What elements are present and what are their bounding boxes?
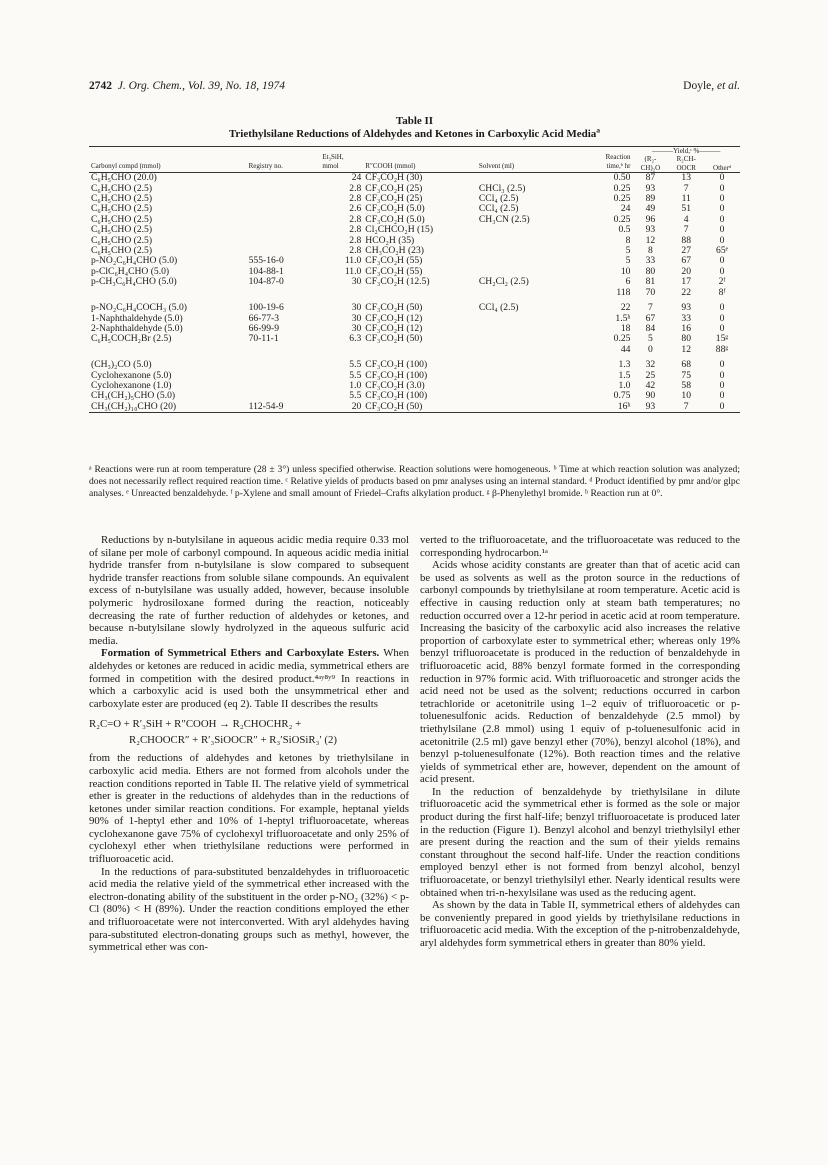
cell-other-yield: 0 xyxy=(719,390,725,402)
cell-silane: 2.8 xyxy=(349,245,362,257)
cell-carbonyl: p-NO₂C₆H₄COCH₃ (5.0) xyxy=(91,302,187,314)
cell-ether-yield: 84 xyxy=(645,322,656,334)
cell-silane xyxy=(320,288,363,298)
cell-ether-yield: 80 xyxy=(645,265,656,277)
cell-carbonyl: CH₃(CH₂)₅CHO (5.0) xyxy=(91,390,176,402)
cell-ester-yield: 7 xyxy=(683,182,689,194)
cell-registry: 66-77-3 xyxy=(248,312,279,324)
paragraph: from the reductions of aldehydes and ketones by triethylsilane in carboxylic acid media. Ethers are not formed from alcohols under the reaction conditions reported in Table II. The relative yield of symmetrical ether is greater in the reductions of aldehydes than in the reductions of ketones under similar reaction conditions. For example, heptanal yields 90% of 1-heptyl ether and 10% of 1-heptyl trifluoroacetate, whereas cyclohexanone gave 75% of cyclohexyl trifluoroacetate and only 25% of cyclohexyl ether when triethylsilane reductions were performed in trifluoroacetic acid. xyxy=(89,752,409,866)
cell-solvent xyxy=(477,314,569,324)
cell-acid xyxy=(363,345,477,355)
cell-acid: CF₃CO₂H (5.0) xyxy=(365,213,425,225)
cell-registry: 104-88-1 xyxy=(248,265,284,277)
cell-silane: 20 xyxy=(351,400,362,412)
cell-registry: 66-99-9 xyxy=(248,322,279,334)
cell-silane: 2.8 xyxy=(349,224,362,236)
table-row xyxy=(89,334,740,344)
cell-registry xyxy=(247,184,321,194)
cell-other-yield: 0 xyxy=(719,265,725,277)
cell-acid: HCO₂H (35) xyxy=(365,234,415,246)
right-column xyxy=(420,534,740,950)
cell-solvent xyxy=(477,288,569,298)
cell-time: 6 xyxy=(625,276,631,288)
cell-carbonyl: C₆H₅COCH₂Br (2.5) xyxy=(91,333,172,345)
cell-ether-yield: 12 xyxy=(645,234,656,246)
cell-solvent: CCl₄ (2.5) xyxy=(478,193,519,205)
cell-silane: 5.5 xyxy=(349,359,362,371)
cell-other-yield: 0 xyxy=(719,400,725,412)
cell-silane xyxy=(320,345,363,355)
cell-time: 10 xyxy=(620,265,631,277)
equation-line-1: R₂C=O + R′₃SiH + R″COOH → R₂CHOCHR₂ + xyxy=(89,718,302,731)
cell-silane: 30 xyxy=(351,322,362,334)
paragraph: In the reduction of benzaldehyde by triethylsilane in dilute trifluoroacetic acid the symmetrical ether is formed as the sole or major product during the first half-life; benzyl trifluoroacetate is produced later in the reduction (Figure 1). Benzyl alcohol and benzyl triethylsilyl ether are present during the reaction and the sum of their yields remains constant throughout the second half-life. Under the reaction conditions employed benzyl ether is not formed from benzyl alcohol, benzyl trifluoroacetate, or benzyl triethylsilyl ether. Nearly identical results were obtained when tri-n-hexylsilane was used as the reducing agent. xyxy=(420,785,740,899)
page-header-right xyxy=(683,80,740,92)
cell-silane: 30 xyxy=(351,302,362,314)
authors: Doyle, xyxy=(683,80,715,92)
cell-acid: CF₃CO₂H (50) xyxy=(365,302,423,314)
cell-time: 22 xyxy=(620,302,631,314)
col-ether-line2: CH)₂O xyxy=(640,163,661,172)
cell-time: 0.25 xyxy=(613,213,631,225)
cell-registry: 555-16-0 xyxy=(248,255,284,267)
cell-other-yield: 0 xyxy=(719,203,725,215)
cell-time: 18 xyxy=(620,322,631,334)
cell-carbonyl: C₆H₅CHO (2.5) xyxy=(91,193,153,205)
table-footnotes: ᵃ Reactions were run at room temperature (28 ± 3°) unless specified otherwise. Reaction solutions were homogeneous. ᵇ Time at which reaction solution was analyzed; does not necessarily reflect required reaction time. ᶜ Relative yields of products based on pmr analyses using an internal standard. ᵈ Product identified by pmr and/or glpc analyses. ᵉ Unreacted benzaldehyde. ᶠ p-Xylene and small amount of Friedel–Crafts alkylation product. ᵍ β-Phenylethyl bromide. ʰ Reaction run at 0°. xyxy=(89,464,740,500)
cell-other-yield: 0 xyxy=(719,312,725,324)
col-ether xyxy=(632,155,668,172)
cell-silane: 1.0 xyxy=(349,379,362,391)
cell-other-yield: 0 xyxy=(719,322,725,334)
cell-other-yield: 8ᶠ xyxy=(718,286,726,298)
cell-solvent xyxy=(477,345,569,355)
cell-solvent xyxy=(477,324,569,334)
cell-time: 1.3 xyxy=(618,359,631,371)
cell-solvent: CH₃CN (2.5) xyxy=(478,213,530,225)
cell-time: 16ʰ xyxy=(617,400,631,412)
cell-ester-yield: 67 xyxy=(681,255,691,267)
section-paragraph xyxy=(89,647,409,710)
cell-ester-yield: 11 xyxy=(681,193,691,205)
cell-ester-yield: 75 xyxy=(681,369,691,381)
equation-line-2: R₂CHOOCR″ + R′₃SiOOCR″ + R₃′SiOSiR₃′ (2) xyxy=(129,734,338,747)
journal-citation: J. Org. Chem., Vol. 39, No. 18, 1974 xyxy=(117,80,286,92)
cell-solvent: CHCl₃ (2.5) xyxy=(478,182,526,194)
cell-carbonyl: Cyclohexanone (1.0) xyxy=(91,379,172,391)
cell-registry xyxy=(247,173,321,184)
col-registry: Registry no. xyxy=(248,161,283,170)
cell-time: 24 xyxy=(620,203,631,215)
col-solvent: Solvent (ml) xyxy=(478,161,515,170)
cell-carbonyl: C₆H₅CHO (2.5) xyxy=(91,234,153,246)
cell-carbonyl xyxy=(89,288,247,298)
cell-registry xyxy=(247,225,321,235)
col-time-line1: Reaction xyxy=(605,153,631,162)
col-other-label: Otherᵈ xyxy=(713,163,732,172)
cell-registry: 100-19-6 xyxy=(248,302,284,314)
cell-registry: 70-11-1 xyxy=(248,333,279,345)
cell-time: 0.50 xyxy=(613,172,631,184)
cell-ester-yield: 51 xyxy=(681,203,691,215)
cell-time: 0.75 xyxy=(613,390,631,402)
cell-ether-yield: 81 xyxy=(645,276,656,288)
col-silane-line1: Et₃SiH, xyxy=(322,153,344,162)
paragraph: Acids whose acidity constants are greater than that of acetic acid can be used as solvents as well as the proton source in the reductions of carbonyl compounds by triethylsilane at room temperature. Acetic acid is effective in causing reduction only at steam bath temperatures; no reduction occurred over a 12-hr period in acetic acid at room temperature. Increasing the basicity of the carboxylic acid also increases the relative proportion of carboxylate ester to symmetrical ether; whereas only 19% benzyl trifluoroacetate is produced in the reduction of benzaldehyde in trifluoroacetic acid, 88% benzyl formate formed in the corresponding reduction in 97% formic acid. With trifluoroacetic and stronger acids the acid need not be used as the solvent; reductions occurred in carbon tetrachloride or acetonitrile using 1–2 equiv of trifluoroacetic or p-toluenesulfonic acids. Reduction of benzaldehyde (2.5 mmol) by triethylsilane (2.8 mmol) using 1 equiv of p-toluenesulfonic acid in acetonitrile (2.5 ml) gave benzyl ether (70%), benzyl alcohol (18%), and benzyl p-toluenesulfonate (12%). Both reaction times and the relative yields of symmetrical ether are, however, dependent on the amount of acid present. xyxy=(420,559,740,786)
page-number: 2742 xyxy=(89,80,112,92)
cell-acid xyxy=(363,288,477,298)
cell-solvent: CCl₄ (2.5) xyxy=(478,203,519,215)
cell-carbonyl: CH₃(CH₂)₁₀CHO (20) xyxy=(91,400,177,412)
cell-other-yield: 0 xyxy=(719,234,725,246)
cell-registry xyxy=(247,236,321,246)
cell-acid: CF₃CO₂H (100) xyxy=(365,390,428,402)
cell-registry xyxy=(247,215,321,225)
cell-other-yield: 0 xyxy=(719,379,725,391)
table-number: Table II xyxy=(395,115,434,127)
cell-solvent xyxy=(477,225,569,235)
cell-solvent xyxy=(477,371,569,381)
cell-ester-yield: 68 xyxy=(681,359,691,371)
cell-ether-yield: 96 xyxy=(645,213,656,225)
cell-acid: CF₃CO₂H (50) xyxy=(365,400,423,412)
cell-solvent xyxy=(477,256,569,266)
col-yield-group xyxy=(632,147,740,173)
cell-ether-yield: 93 xyxy=(645,400,656,412)
cell-acid: CF₃CO₂H (100) xyxy=(365,369,428,381)
cell-ether-yield: 7 xyxy=(647,302,653,314)
col-time xyxy=(569,147,632,173)
table-row xyxy=(89,288,740,298)
cell-other-yield: 88ᵍ xyxy=(715,343,729,355)
cell-time: 0.25 xyxy=(613,193,631,205)
cell-ether-yield: 0 xyxy=(647,343,653,355)
cell-acid: CF₃CO₂H (12) xyxy=(365,312,423,324)
cell-carbonyl: p-CH₃C₆H₄CHO (5.0) xyxy=(91,276,177,288)
col-ester-line2: OOCR xyxy=(676,163,696,172)
cell-ether-yield: 49 xyxy=(645,203,656,215)
cell-silane: 2.6 xyxy=(349,203,362,215)
cell-time: 1.5ʰ xyxy=(615,312,631,324)
cell-ester-yield: 93 xyxy=(681,302,691,314)
cell-carbonyl: p-NO₂C₆H₄CHO (5.0) xyxy=(91,255,178,267)
paragraph: Reductions by n-butylsilane in aqueous acidic media require 0.33 mol of silane per mole of carbonyl compound. In aqueous acidic media initial hydride transfer from n-butylsilane is slow compared to subsequent hydride transfer reactions from soluble silane compounds. An equivalent excess of n-butylsilane was usually added, however, because insoluble polymeric hydrosiloxane formed during the reaction, noticeably decreasing the rate of further reduction of aldehydes or ketones, and because n-butylsilane slowly hydrolyzed in the aqueous sulfuric acid media. xyxy=(89,534,409,647)
cell-registry xyxy=(247,345,321,355)
cell-silane: 2.8 xyxy=(349,234,362,246)
cell-carbonyl: C₆H₅CHO (20.0) xyxy=(91,172,157,184)
cell-registry xyxy=(247,355,321,370)
cell-ester-yield: 4 xyxy=(683,213,689,225)
cell-ether-yield: 87 xyxy=(645,172,656,184)
cell-acid: CF₃CO₂H (12) xyxy=(365,322,423,334)
cell-solvent xyxy=(477,236,569,246)
table-row xyxy=(89,277,740,287)
cell-ether-yield: 93 xyxy=(645,182,656,194)
cell-ester-yield: 88 xyxy=(681,234,691,246)
cell-carbonyl: C₆H₅CHO (2.5) xyxy=(91,203,153,215)
cell-carbonyl: p-ClC₆H₄CHO (5.0) xyxy=(91,265,170,277)
cell-time: 0.5 xyxy=(618,224,631,236)
cell-acid: CF₃CO₂H (5.0) xyxy=(365,203,425,215)
cell-ester-yield: 16 xyxy=(681,322,691,334)
cell-silane: 5.5 xyxy=(349,369,362,381)
cell-acid: CF₃CO₂H (25) xyxy=(365,193,423,205)
cell-time: 1.5 xyxy=(618,369,631,381)
col-ester-line1: R₂CH- xyxy=(676,155,696,164)
cell-silane: 6.3 xyxy=(349,333,362,345)
cell-time: 1.0 xyxy=(618,379,631,391)
cell-carbonyl: Cyclohexanone (5.0) xyxy=(91,369,172,381)
cell-ester-yield: 22 xyxy=(681,286,691,298)
col-ether-line1: (R₂- xyxy=(644,155,657,164)
cell-other-yield: 0 xyxy=(719,302,725,314)
cell-ester-yield: 33 xyxy=(681,312,691,324)
cell-ether-yield: 33 xyxy=(645,255,656,267)
cell-time: 118 xyxy=(616,286,631,298)
cell-time: 0.25 xyxy=(613,333,631,345)
cell-registry xyxy=(247,371,321,381)
cell-solvent xyxy=(477,173,569,184)
table-row xyxy=(89,355,740,370)
table-subtitle: Triethylsilane Reductions of Aldehydes and Ketones in Carboxylic Acid Media xyxy=(228,128,597,140)
cell-silane: 11.0 xyxy=(344,265,362,277)
yield-group-label: ———Yield,ᶜ %——— xyxy=(652,147,721,155)
cell-ether-yield: 5 xyxy=(647,333,653,345)
cell-ester-yield: 13 xyxy=(681,172,691,184)
cell-solvent xyxy=(477,402,569,413)
cell-other-yield: 2ᶠ xyxy=(718,276,726,288)
cell-other-yield: 0 xyxy=(719,182,725,194)
authors-suffix: et al. xyxy=(717,80,740,92)
cell-ester-yield: 58 xyxy=(681,379,691,391)
cell-ester-yield: 10 xyxy=(681,390,691,402)
cell-silane: 11.0 xyxy=(344,255,362,267)
equation-2 xyxy=(89,716,409,748)
cell-registry xyxy=(247,194,321,204)
cell-acid: CF₃CO₂H (100) xyxy=(365,359,428,371)
cell-acid: CF₃CO₂H (3.0) xyxy=(365,379,425,391)
col-ester xyxy=(668,155,704,172)
cell-acid: CF₃CO₂H (30) xyxy=(365,172,423,184)
cell-carbonyl: C₆H₅CHO (2.5) xyxy=(91,224,153,236)
cell-registry xyxy=(247,381,321,391)
col-carbonyl: Carbonyl compd (mmol) xyxy=(91,161,161,170)
table-row xyxy=(89,298,740,313)
cell-ester-yield: 17 xyxy=(681,276,691,288)
cell-silane: 30 xyxy=(351,312,362,324)
cell-silane: 2.8 xyxy=(349,213,362,225)
cell-time: 44 xyxy=(620,343,631,355)
section-text: When aldehydes or ketones are reduced in acidic media, symmetrical ethers are formed in competition with the desired product.⁴ᵃʸ⁸ʸ⁹ In reactions in which a carboxylic acid is used both the unsymmetrical ether and carboxylate ester are produced (eq 2). Table II describes the results xyxy=(89,647,409,710)
paragraph: In the reductions of para-substituted benzaldehydes in trifluoroacetic acid media the relative yield of the symmetrical ether increased with the electron-donating ability of the substituent in the order p-NO₂ (32%) < p-Cl (80%) < H (89%). Under the reaction conditions employed the ether and trifluoroacetate were not interconverted. With aryl aldehydes having para-substituted electron-donating groups such as methyl, however, the symmetrical ether was con- xyxy=(89,865,409,954)
cell-ether-yield: 70 xyxy=(645,286,656,298)
table-row xyxy=(89,225,740,235)
table-caption xyxy=(89,115,740,141)
cell-acid: CF₃CO₂H (55) xyxy=(365,255,423,267)
col-acid: R″COOH (mmol) xyxy=(365,161,416,170)
table-subtitle-line xyxy=(89,125,740,141)
cell-silane: 2.8 xyxy=(349,182,362,194)
paragraph: verted to the trifluoroacetate, and the trifluoroacetate was reduced to the corresponding hydrocarbon.¹ᵃ xyxy=(420,534,740,559)
results-table xyxy=(89,146,740,413)
cell-ester-yield: 7 xyxy=(683,224,689,236)
table-row xyxy=(89,345,740,355)
cell-silane: 24 xyxy=(351,172,362,184)
cell-registry: 104-87-0 xyxy=(248,276,284,288)
cell-ester-yield: 80 xyxy=(681,333,691,345)
cell-time: 5 xyxy=(625,255,631,267)
cell-silane: 2.8 xyxy=(349,193,362,205)
cell-solvent: CH₂Cl₂ (2.5) xyxy=(478,276,529,288)
cell-acid: CF₃CO₂H (50) xyxy=(365,333,423,345)
table-header-row xyxy=(89,147,740,173)
cell-registry xyxy=(247,288,321,298)
paragraph: As shown by the data in Table II, symmetrical ethers of aldehydes can be conveniently prepared in good yields by triethylsilane reductions in trifluoroacetic acid media. With the exception of the p-nitrobenzaldehyde, aryl aldehydes form symmetrical ethers in greater than 80% yield. xyxy=(420,899,740,949)
cell-ether-yield: 90 xyxy=(645,390,656,402)
cell-other-yield: 0 xyxy=(719,369,725,381)
cell-acid: CH₃CO₂H (23) xyxy=(365,245,424,257)
cell-carbonyl xyxy=(89,345,247,355)
table-body xyxy=(89,173,740,413)
cell-registry: 112-54-9 xyxy=(248,400,284,412)
cell-ester-yield: 7 xyxy=(683,400,689,412)
cell-other-yield: 0 xyxy=(719,193,725,205)
cell-ether-yield: 42 xyxy=(645,379,656,391)
cell-carbonyl: C₆H₅CHO (2.5) xyxy=(91,245,153,257)
section-heading: Formation of Symmetrical Ethers and Carboxylate Esters. xyxy=(101,647,380,660)
cell-other-yield: 0 xyxy=(719,224,725,236)
cell-other-yield: 0 xyxy=(719,359,725,371)
cell-carbonyl: 2-Naphthaldehyde (5.0) xyxy=(91,322,183,334)
cell-solvent xyxy=(477,355,569,370)
cell-ether-yield: 67 xyxy=(645,312,656,324)
col-silane-line2: mmol xyxy=(322,161,339,170)
cell-solvent xyxy=(477,334,569,344)
cell-time: 0.25 xyxy=(613,182,631,194)
cell-silane: 30 xyxy=(351,276,362,288)
cell-carbonyl: (CH₃)₂CO (5.0) xyxy=(91,359,152,371)
cell-time: 8 xyxy=(625,234,631,246)
page-header-left xyxy=(89,80,285,92)
table-row xyxy=(89,402,740,413)
cell-acid: Cl₂CHCO₂H (15) xyxy=(365,224,434,236)
cell-solvent: CCl₄ (2.5) xyxy=(478,302,519,314)
cell-carbonyl: C₆H₅CHO (2.5) xyxy=(91,213,153,225)
cell-ether-yield: 93 xyxy=(645,224,656,236)
table-row xyxy=(89,173,740,184)
table-subtitle-note: a xyxy=(596,125,601,135)
cell-ester-yield: 12 xyxy=(681,343,691,355)
cell-other-yield: 15ᵍ xyxy=(715,333,729,345)
cell-silane: 5.5 xyxy=(349,390,362,402)
cell-carbonyl: 1-Naphthaldehyde (5.0) xyxy=(91,312,183,324)
cell-acid: CF₃CO₂H (12.5) xyxy=(365,276,430,288)
cell-other-yield: 0 xyxy=(719,213,725,225)
cell-solvent xyxy=(477,246,569,256)
col-silane xyxy=(320,147,363,173)
cell-solvent xyxy=(477,381,569,391)
cell-acid: CF₃CO₂H (25) xyxy=(365,182,423,194)
cell-ether-yield: 25 xyxy=(645,369,656,381)
cell-other-yield: 0 xyxy=(719,255,725,267)
cell-other-yield: 65ᵉ xyxy=(716,245,729,257)
cell-other-yield: 0 xyxy=(719,172,725,184)
cell-solvent xyxy=(477,391,569,401)
cell-registry xyxy=(247,204,321,214)
cell-ester-yield: 20 xyxy=(681,265,691,277)
cell-time: 5 xyxy=(625,245,631,257)
cell-ester-yield: 27 xyxy=(681,245,691,257)
cell-acid: CF₃CO₂H (55) xyxy=(365,265,423,277)
cell-ether-yield: 89 xyxy=(645,193,656,205)
left-column xyxy=(89,534,409,954)
col-time-line2: time,ᵇ hr xyxy=(606,161,631,170)
cell-carbonyl: C₆H₅CHO (2.5) xyxy=(91,182,153,194)
cell-ether-yield: 32 xyxy=(645,359,656,371)
col-other xyxy=(704,155,740,172)
cell-ether-yield: 8 xyxy=(647,245,653,257)
